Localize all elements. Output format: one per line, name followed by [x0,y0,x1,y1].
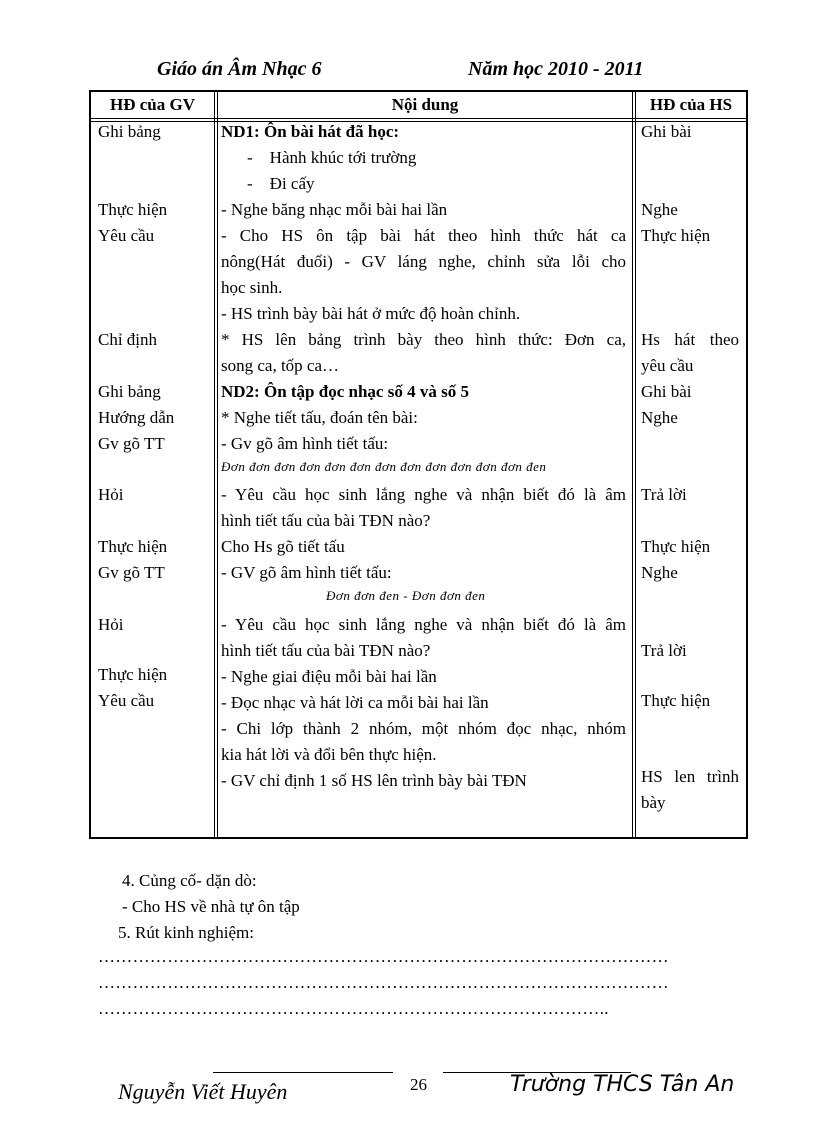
column-divider [214,92,218,837]
hs-activity: Thực hiện [641,537,711,556]
section-heading: ND1: Ôn bài hát đã học: [221,122,400,141]
column-header-gv: HĐ của GV [110,95,195,114]
hs-activity: Nghe [641,200,678,219]
hs-activity: Nghe [641,408,678,427]
content-line: song ca, tốp ca… [221,356,340,375]
content-line: hình tiết tấu của bài TĐN nào? [221,511,431,530]
content-line: học sinh. [221,278,283,297]
section-cung-co: 4. Củng cố- dặn dò: [122,871,257,890]
dotted-line: ……………………………………………………………………………………… [98,973,669,992]
gv-activity: Ghi bảng [98,382,161,401]
content-line: - GV chỉ định 1 số HS lên trình bày bài TĐN [221,771,527,790]
header-left: Giáo án Âm Nhạc 6 [157,58,322,80]
hs-activity: Trả lời [641,485,687,504]
content-line: - HS trình bày bài hát ở mức độ hoàn chỉnh. [221,304,521,323]
content-line: - Nghe băng nhạc mỗi bài hai lần [221,200,448,219]
gv-activity: Thực hiện [98,665,168,684]
lesson-table [89,90,748,839]
dotted-line: ……………………………………………………………………………………… [98,947,669,966]
footer-school: Trường THCS Tân An [510,1072,735,1097]
content-line: - Yêu cầu học sinh lắng nghe và nhận biết đó là âm [221,485,626,504]
content-line: - Đọc nhạc và hát lời ca mỗi bài hai lần [221,693,489,712]
gv-activity: Hướng dẫn [98,408,175,427]
homework-note: - Cho HS về nhà tự ôn tập [122,897,300,916]
hs-activity: Trả lời [641,641,687,660]
footer-author: Nguyễn Viết Huyên [118,1079,288,1104]
hs-activity: Thực hiện [641,226,711,245]
hs-activity: Ghi bài [641,382,692,401]
song-title: Đi cấy [269,174,315,193]
hs-activity: Thực hiện [641,691,711,710]
column-header-content: Nội dung [391,95,459,114]
content-line: hình tiết tấu của bài TĐN nào? [221,641,431,660]
dotted-line: …………………………………………………………………………….. [98,999,609,1018]
gv-activity: Hỏi [98,485,124,504]
content-line: - Cho HS ôn tập bài hát theo hình thức hát ca [221,226,626,245]
content-line: kia hát lời và đổi bên thực hiện. [221,745,437,764]
song-item: - Hành khúc tới trường [247,148,417,167]
content-line: - GV gõ âm hình tiết tấu: [221,563,392,582]
hs-activity: yêu cầu [641,356,694,375]
page-number: 26 [410,1075,427,1094]
content-line: - Nghe giai điệu mỗi bài hai lần [221,667,437,686]
gv-activity: Yêu cầu [98,691,155,710]
section-rut-kinh-nghiem: 5. Rút kinh nghiệm: [118,923,254,942]
content-line: - Chi lớp thành 2 nhóm, một nhóm đọc nhạc, nhóm [221,719,626,738]
content-line: Cho Hs gõ tiết tấu [221,537,345,556]
gv-activity: Gv gõ TT [98,563,165,582]
gv-activity: Hỏi [98,615,124,634]
hs-activity: Hs hát theo [641,330,739,349]
column-header-hs: HĐ của HS [649,95,733,114]
gv-activity: Thực hiện [98,537,168,556]
rhythm-pattern: Đơn đơn đơn đơn đơn đơn đơn đơn đơn đơn đơn đơn đen [221,459,547,474]
gv-activity: Yêu cầu [98,226,155,245]
content-line: - Gv gõ âm hình tiết tấu: [221,434,389,453]
gv-activity: Ghi bảng [98,122,161,141]
gv-activity: Chỉ định [98,330,158,349]
hs-activity: HS len trình [641,767,739,786]
content-line: nông(Hát đuổi) - GV láng nghe, chỉnh sửa lỗi cho [221,252,626,271]
content-line: * HS lên bảng trình bày theo hình thức: Đơn ca, [221,330,626,349]
footer-rule [213,1072,393,1073]
section-heading: ND2: Ôn tập đọc nhạc số 4 và số 5 [221,382,469,401]
content-line: - Yêu cầu học sinh lắng nghe và nhận biết đó là âm [221,615,626,634]
gv-activity: Gv gõ TT [98,434,165,453]
header-right: Năm học 2010 - 2011 [468,58,644,80]
song-title: Hành khúc tới trường [269,148,417,167]
hs-activity: Nghe [641,563,678,582]
song-item: - Đi cấy [247,174,315,193]
hs-activity: Ghi bài [641,122,692,141]
hs-activity: bày [641,793,666,812]
column-divider [632,92,636,837]
rhythm-pattern: Đơn đơn đen - Đơn đơn đen [326,588,486,603]
gv-activity: Thực hiện [98,200,168,219]
content-line: * Nghe tiết tấu, đoán tên bài: [221,408,418,427]
